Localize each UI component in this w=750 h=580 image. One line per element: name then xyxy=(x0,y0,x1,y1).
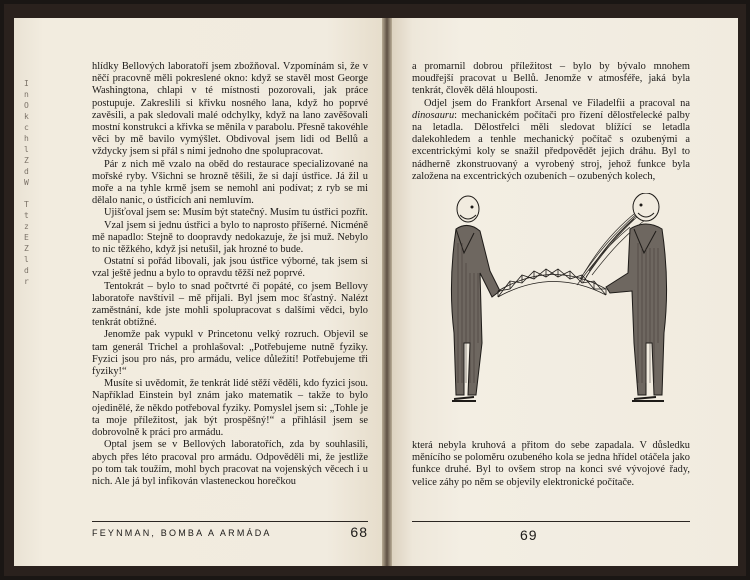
paragraph: která nebyla kruhová a přitom do sebe zapadala. V důsledku měnícího se poloměru ozubeného kola se jedna hřídel otáčela jako funkce druhé. Byl to ovšem strop na konci své vývojové řady, velice záhy po něm se objevily elektronické počítače. xyxy=(412,440,690,488)
paragraph: Jenomže pak vypukl v Princetonu velký rozruch. Objevil se tam generál Trichel a prohlašoval: „Potřebujeme nutně fyziky. Fyzici jsou pro nás, pro armádu, velice důležití! Potřebujeme tři fyziky!“ xyxy=(92,329,368,378)
paragraph: Ostatní si pořád libovali, jak jsou ústřice výborné, tak jsem si vzal ještě jednu a bylo to opravdu těžší než poprvé. xyxy=(92,256,368,280)
left-page xyxy=(14,18,382,566)
left-man xyxy=(451,196,500,401)
right-page xyxy=(392,18,738,566)
paragraph: Pár z nich mě vzalo na oběd do restaurace specializované na mořské ryby. Všichni se hrozně těšili, že si dají ústřice. Já žil u moře a na tyhle krmě jsem se nemohl ani podívat; z ryb se mi dělalo nanic, o ústřicích ani nemluvím. xyxy=(92,158,368,207)
paragraph: Optal jsem se v Bellových laboratořích, zda by souhlasili, abych přes léto pracoval pro armádu. Odpověděli mi, že jestliže po tom tak toužím, mohl bych pracovat na vojenských věcech i u nich. Ale já byl infikován vlasteneckou horečkou xyxy=(92,439,368,487)
paragraph: Tentokrát – bylo to snad počtvrté či popáté, co jsem Bellovy laboratoře navštívil – mě přijali. Byl jsem moc šťastný. Nalézt zaměstnání, kde jste mohli spolupracovat s dalšími vědci, bylo tenkrát obtížné. xyxy=(92,280,368,329)
right-page-body-bottom xyxy=(412,440,690,489)
paragraph: Vzal jsem si jednu ústřici a bylo to naprosto příšerné. Nicméně mě napadlo: Stejně to doopravdy nedokazuje, že jsi muž. Nebylo to nic těžkého, když jsi netušil, jak hrozné to bude. xyxy=(92,219,368,256)
paragraph: Musíte si uvědomit, že tenkrát lidé stěží věděli, kdo fyzici jsou. Například Einstein byl znám jako matematik – takže to bylo ojedinělé, že někdo potřeboval fyziky. Pomyslel jsem si: „Tohle je ta moje příležitost, jak být prospěšný!“ a přihlásil jsem se dobrovolně k práci pro armádu. xyxy=(92,378,368,439)
page-number: 68 xyxy=(350,524,368,540)
paragraph: a promarnil dobrou příležitost – bylo by bývalo mnohem moudřejší pracovat u Bellů. Jenomže v atmosféře, jaká byla tenkrát, člověk dělá hlouposti. xyxy=(412,61,690,97)
cartoon-illustration xyxy=(434,193,679,433)
left-page-body xyxy=(92,61,368,488)
paragraph: Ujišťoval jsem se: Musím být statečný. Musím tu ústřici pozřít. xyxy=(104,207,368,219)
page-number: 69 xyxy=(520,527,538,543)
open-book-spread xyxy=(4,4,746,576)
left-page-footer xyxy=(92,521,368,540)
bleed-through-text: I n O k c h l Z d W T t z E Z l d r xyxy=(24,79,30,286)
paragraph: hlídky Bellových laboratoří jsem zbožňoval. Vzpomínám si, že v něčí pracovně měli pokreslené okno: když se stavěl most George Washingtona, chlapi v té místnosti pozorovali, jak práce postupuje. Zakreslili si křivku nosného lana, když ho poprvé zavěsili, a pak sledovali malé odchylky, když na lano zavěšovali mostní konstrukci a křivka se měnila v parabolu. Přesně takovéhle věci by mě bavilo vymýšlet. Obdivoval jsem lidi od Bellů a vždycky jsem si přál s nimi jednoho dne spolupracovat. xyxy=(92,61,368,158)
right-page-body-top xyxy=(412,61,690,183)
paragraph: Odjel jsem do Frankfort Arsenal ve Filadelfii a pracoval na dinosauru: mechanickém počítači pro řízení dělostřelecké palby na letadla. Dělostřelci měli sledovat blížící se letadla dalekohledem a tenhle mechanický počítač s ozubenými a excentrickými koly se snažil předpovědět jejich dráhu. Byl to nádherně zkonstruovaný a vyrobený stroj, jehož funkce byla založena na excentrických ozubeních – ozubených kolech, xyxy=(412,97,690,182)
book-gutter xyxy=(382,18,392,566)
right-page-footer xyxy=(412,521,690,543)
bridge-drawing xyxy=(498,269,606,297)
right-man xyxy=(606,193,667,401)
running-head: FEYNMAN, BOMBA A ARMÁDA xyxy=(92,528,272,538)
